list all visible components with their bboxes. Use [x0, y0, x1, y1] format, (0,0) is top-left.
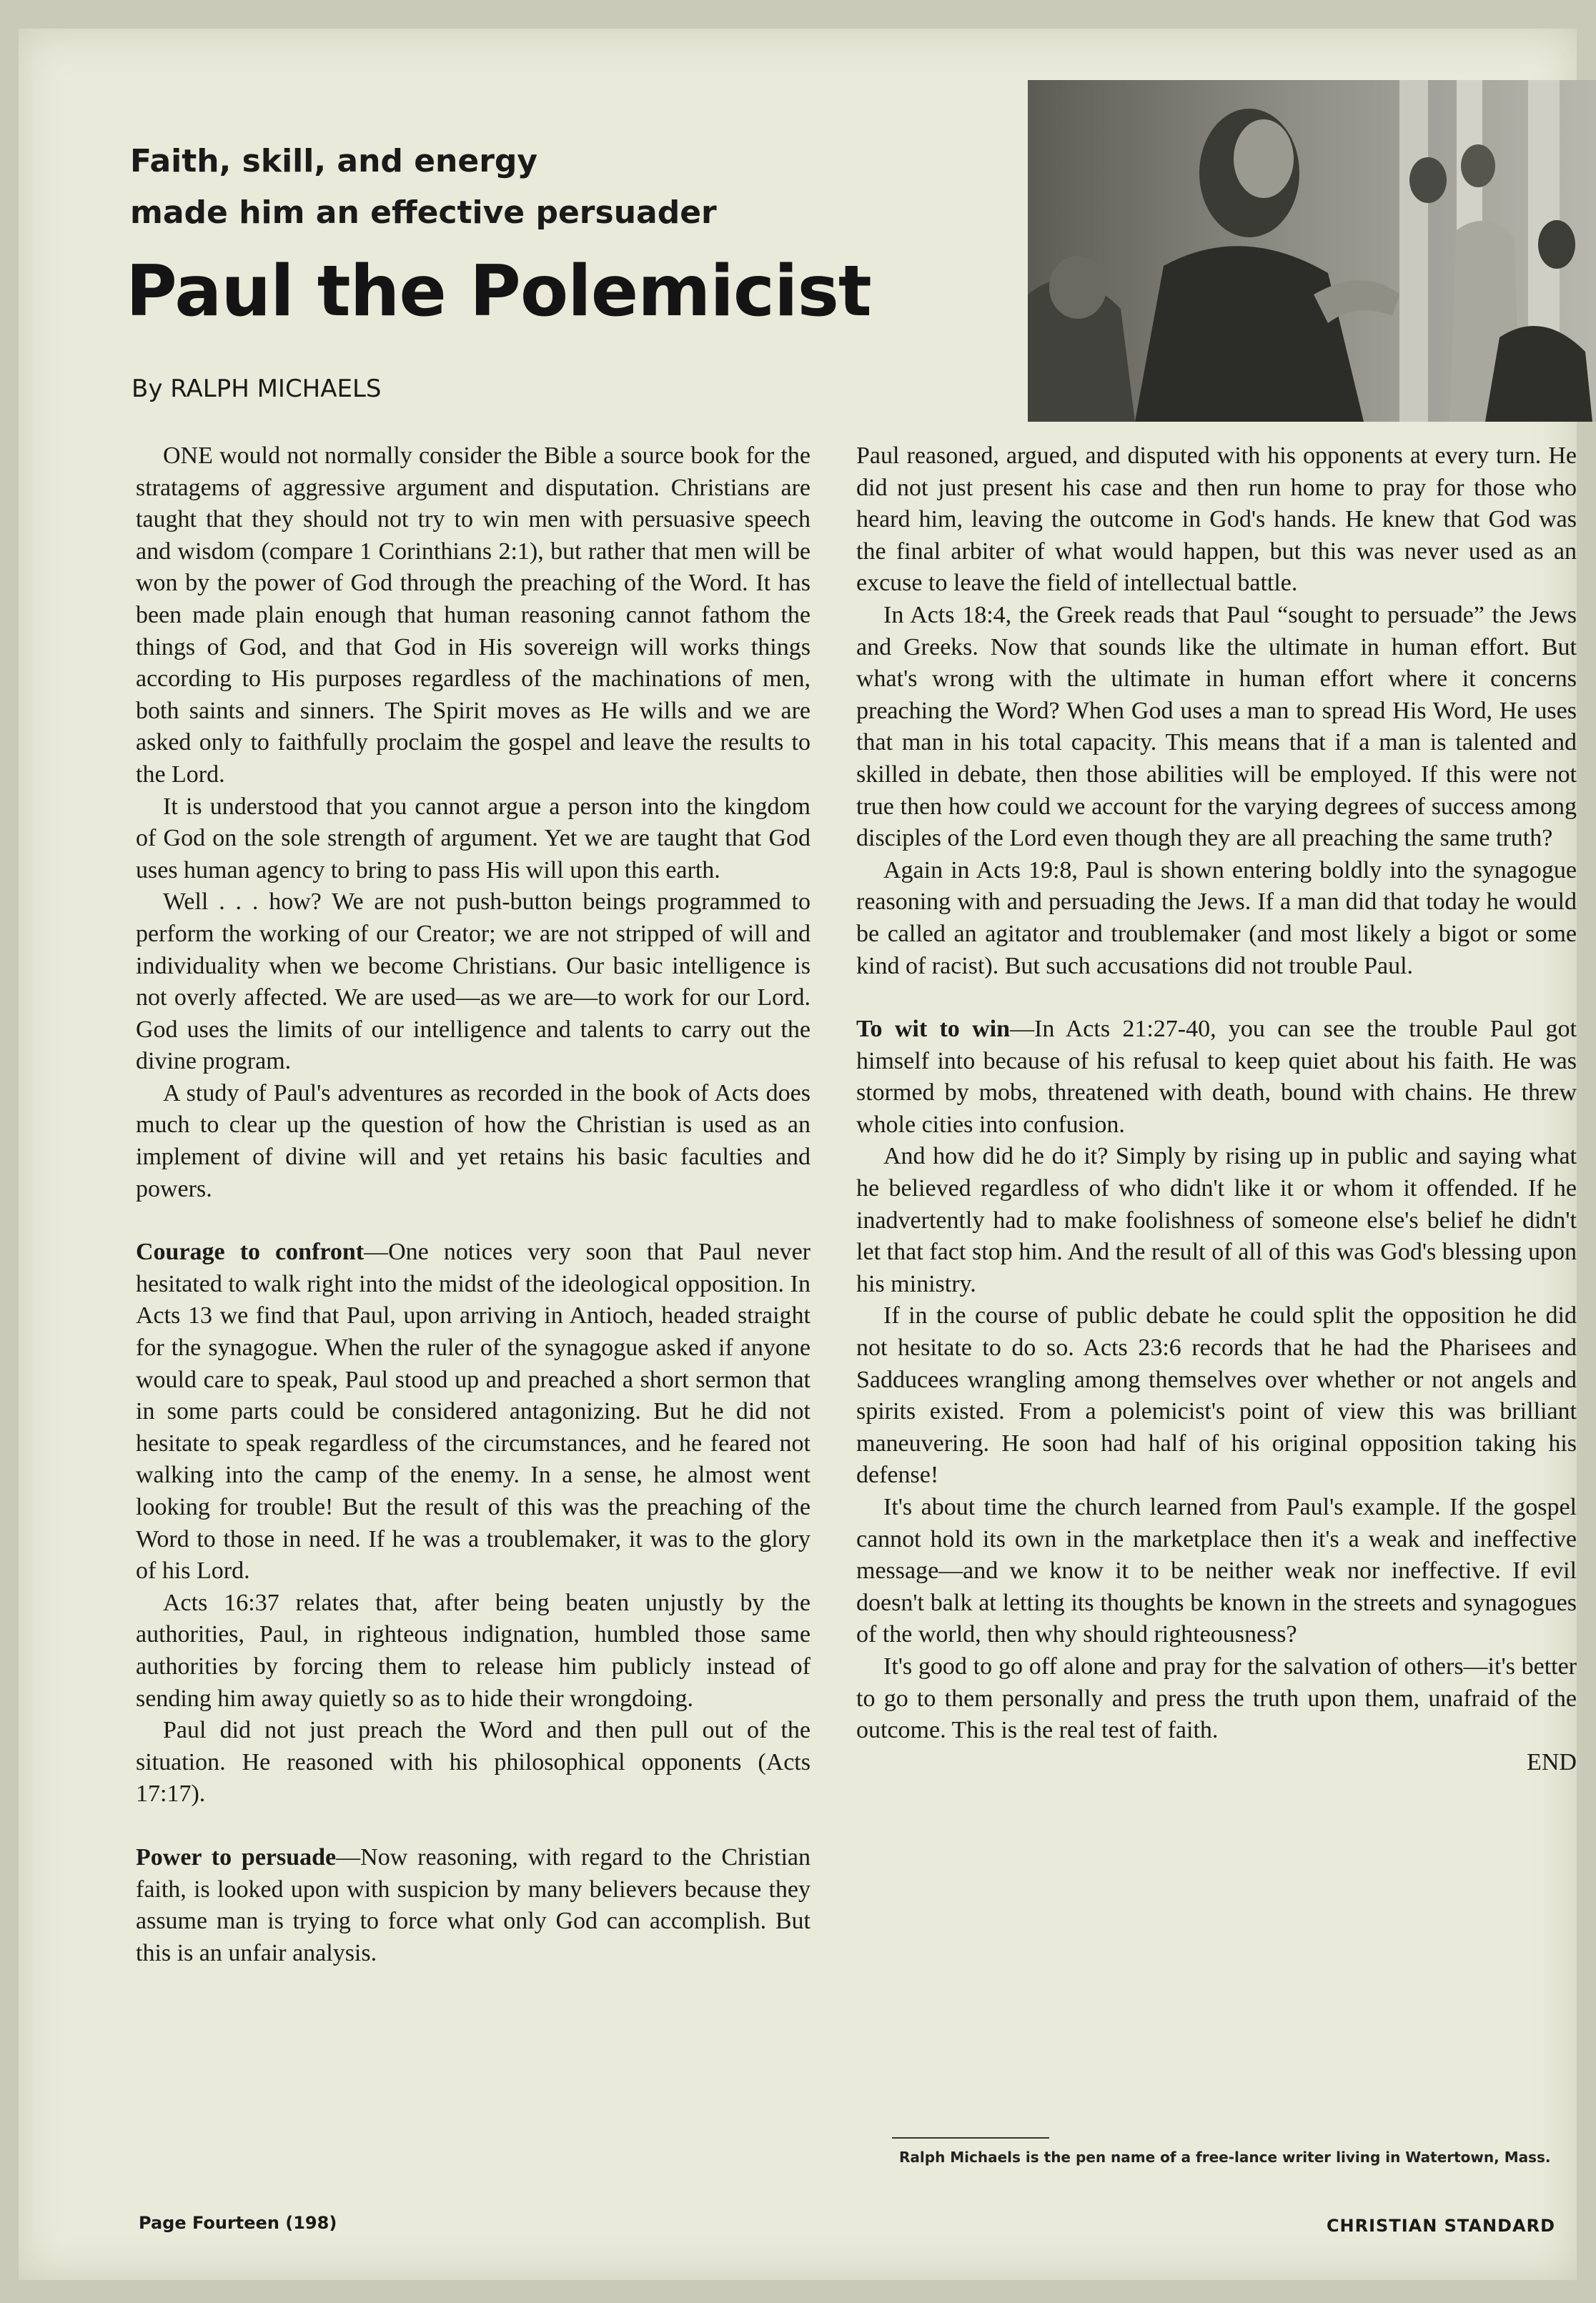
paragraph: Acts 16:37 relates that, after being beaten unjustly by the authorities, Paul, in righteous indignation, humbled those same authorities by forcing them to release him publicly instead of sending him away quietly so as to hide their wrongdoing.: [136, 1589, 811, 1712]
paragraph: It's about time the church learned from Paul's example. If the gospel cannot hold its own in the marketplace then it's a weak and ineffective message—and we know it to be neither weak nor ineffective. If evil doesn't balk at letting its thoughts be known in the streets and synagogues of the world, then why should righteousness?: [856, 1494, 1577, 1648]
paragraph: It is understood that you cannot argue a person into the kingdom of God on the sole strength of argument. Yet we are taught that God uses human agency to bring to pass His will upon this earth.: [136, 793, 811, 883]
page-number: Page Fourteen (198): [139, 2213, 337, 2233]
illustration-paul-preaching-icon: [1028, 80, 1596, 422]
article-title: Paul the Polemicist: [126, 251, 871, 332]
paragraph: Well . . . how? We are not push-button beings programmed to perform the working of our Creator; we are not stripped of will and individuality when we become Christians. Our basic intelligence is not overly affected. We are used—as we are—to work for our Lord. God uses the limits of our intelligence and talents to carry out the divine program.: [136, 888, 811, 1075]
subhead: To wit to win: [856, 1016, 1010, 1043]
section-text: —In Acts 21:27-40, you can see the trouble Paul got himself into because of his refusal to keep quiet about his faith. He was stormed by mobs, threatened with death, bound with chains. He threw whole cities into confusion.: [856, 1016, 1577, 1138]
section-courage-to-confront: [136, 1237, 811, 1588]
magazine-page: [19, 29, 1577, 2280]
subhead: Power to persuade: [136, 1843, 337, 1871]
kicker-line-2: made him an effective persuader: [130, 194, 717, 231]
byline: By RALPH MICHAELS: [132, 375, 382, 403]
paragraph: Again in Acts 19:8, Paul is shown entering boldly into the synagogue reasoning with and persuading the Jews. If a man did that today he would be called an agitator and troublemaker (and most likely a bigot or some kind of racist). But such accusations did not trouble Paul.: [856, 856, 1577, 979]
paragraph: It's good to go off alone and pray for the salvation of others—it's better to go to them personally and press the truth upon them, unafraid of the outcome. This is the real test of faith.: [856, 1653, 1577, 1744]
kicker-line-1: Faith, skill, and energy: [130, 143, 538, 179]
subhead: Courage to confront: [136, 1239, 365, 1266]
footnote-rule: [892, 2137, 1049, 2139]
paragraph: ONE would not normally consider the Bible a source book for the stratagems of aggressive argument and disputation. Christians are taught that they should not try to win men with persuasive speech and wisdom (compare 1 Corinthians 2:1), but rather that men will be won by the power of God through the preaching of the Word. It has been made plain enough that human reasoning cannot fathom the things of God, and that God in His sovereign will works things according to His purposes regardless of the machinations of men, both saints and sinners. The Spirit moves as He wills and we are asked only to faithfully proclaim the gospel and leave the results to the Lord.: [136, 442, 811, 788]
left-column: [136, 440, 811, 1969]
paragraph: A study of Paul's adventures as recorded in the book of Acts does much to clear up the question of how the Christian is used as an implement of divine will and yet retains his basic faculties and powers.: [136, 1079, 811, 1202]
section-to-wit-to-win: [856, 1014, 1577, 1141]
paragraph: If in the course of public debate he could split the opposition he did not hesitate to do so. Acts 23:6 records that he had the Pharisees and Sadducees wrangling among themselves over whether or not angels and spirits existed. From a polemicist's point of view this was brilliant maneuvering. He soon had half of his original opposition taking his defense!: [856, 1302, 1577, 1489]
end-mark: END: [1527, 1748, 1577, 1775]
publication-name: CHRISTIAN STANDARD: [1326, 2216, 1555, 2236]
paragraph: And how did he do it? Simply by rising up in public and saying what he believed regardless of who didn't like it or whom it offended. If he inadvertently had to make foolishness of someone else's belief he didn't let that fact stop him. And the result of all of this was God's blessing upon his ministry.: [856, 1143, 1577, 1297]
section-text: —Now reasoning, with regard to the Christian faith, is looked upon with suspicion by many believers because they assume man is trying to force what only God can accomplish. But this is an unfair analysis.: [136, 1843, 811, 1966]
author-footnote: Ralph Michaels is the pen name of a free-lance writer living in Watertown, Mass.: [899, 2149, 1551, 2166]
paragraph: Paul did not just preach the Word and then pull out of the situation. He reasoned with his philosophical opponents (Acts 17:17).: [136, 1717, 811, 1808]
illustration-paul-preaching: [1028, 80, 1596, 422]
section-text: —One notices very soon that Paul never hesitated to walk right into the midst of the ideological opposition. In Acts 13 we find that Paul, upon arriving in Antioch, headed straight for the synagogue. When the ruler of the synagogue asked if anyone would care to speak, Paul stood up and preached a short sermon that in some parts could be considered antagonizing. But he did not hesitate to speak regardless of the circumstances, and he feared not walking into the camp of the enemy. In a sense, he almost went looking for trouble! But the result of this was the preaching of the Word to those in need. If he was a troublemaker, it was to the glory of his Lord.: [136, 1239, 811, 1585]
paragraph: In Acts 18:4, the Greek reads that Paul “sought to persuade” the Jews and Greeks. Now that sounds like the ultimate in human effort. But what's wrong with the ultimate in human effort where it concerns preaching the Word? When God uses a man to spread His Word, He uses that man in his total capacity. This means that if a man is talented and skilled in debate, then those abilities will be employed. If this were not true then how could we account for the varying degrees of success among disciples of the Lord even though they are all preaching the same truth?: [856, 601, 1577, 852]
paragraph: Paul reasoned, argued, and disputed with his opponents at every turn. He did not just present his case and then run home to pray for those who heard him, leaving the outcome in God's hands. He knew that God was the final arbiter of what would happen, but this was never used as an excuse to leave the field of intellectual battle.: [856, 442, 1577, 597]
kicker: [130, 136, 916, 239]
section-power-to-persuade: [136, 1842, 811, 1969]
right-column: [856, 440, 1577, 1778]
